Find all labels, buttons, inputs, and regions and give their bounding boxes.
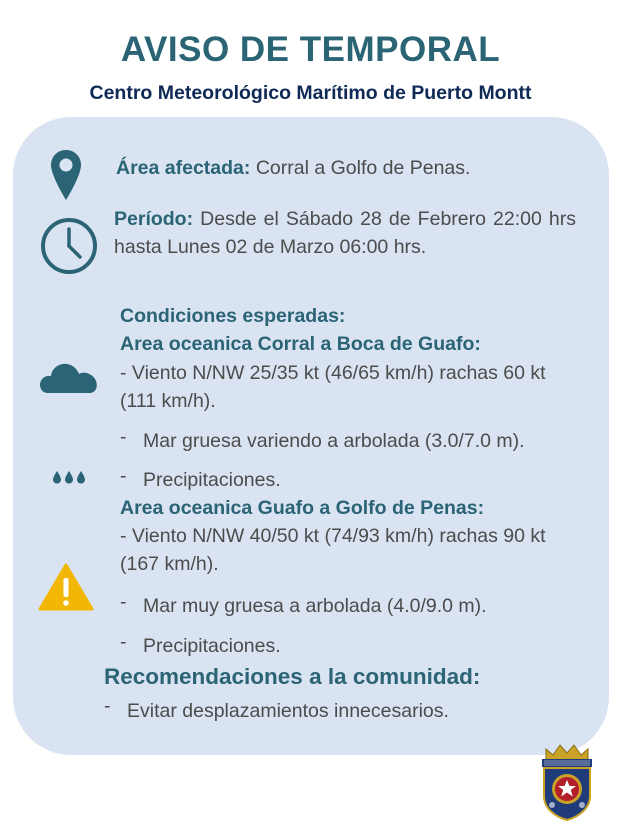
zone1-sea: Mar gruesa variendo a arbolada (3.0/7.0 m).	[143, 430, 525, 452]
warning-icon	[38, 563, 94, 611]
recommendations-heading: Recomendaciones a la comunidad:	[104, 664, 481, 689]
recommendation-bullet: -	[104, 695, 111, 717]
zone1-rain: Precipitaciones.	[143, 469, 281, 491]
zone1-wind: - Viento N/NW 25/35 kt (46/65 km/h) rachas 60 kt (111 km/h).	[120, 362, 546, 412]
period	[114, 205, 576, 261]
page-subtitle: Centro Meteorológico Marítimo de Puerto Montt	[89, 82, 532, 104]
affected-area	[116, 154, 576, 182]
zone1-title: Area oceanica Corral a Boca de Guafo:	[120, 333, 481, 355]
conditions-heading: Condiciones esperadas:	[120, 305, 346, 327]
clock-icon	[40, 217, 98, 275]
period-label: Período:	[114, 208, 194, 230]
zone2-sea-bullet: -	[120, 591, 127, 613]
recommendation-item: Evitar desplazamientos innecesarios.	[127, 700, 449, 722]
navy-crest-logo	[538, 741, 596, 821]
cloud-icon	[40, 359, 98, 395]
period-value: Desde el Sábado 28 de Febrero 22:00 hrs hasta Lunes 02 de Marzo 06:00 hrs.	[114, 208, 576, 258]
zone2-wind: - Viento N/NW 40/50 kt (74/93 km/h) rachas 90 kt (167 km/h).	[120, 525, 546, 575]
zone2-rain: Precipitaciones.	[143, 635, 281, 657]
location-pin-icon	[50, 149, 82, 201]
affected-area-value: Corral a Golfo de Penas.	[250, 157, 471, 179]
zone1-rain-bullet: -	[120, 465, 127, 487]
page-title: AVISO DE TEMPORAL	[120, 30, 501, 69]
zone2-title: Area oceanica Guafo a Golfo de Penas:	[120, 497, 485, 519]
zone2-sea: Mar muy gruesa a arbolada (4.0/9.0 m).	[143, 595, 487, 617]
zone2-rain-bullet: -	[120, 631, 127, 653]
zone1-sea-bullet: -	[120, 426, 127, 448]
raindrops-icon	[52, 470, 88, 484]
affected-area-label: Área afectada:	[116, 157, 251, 179]
